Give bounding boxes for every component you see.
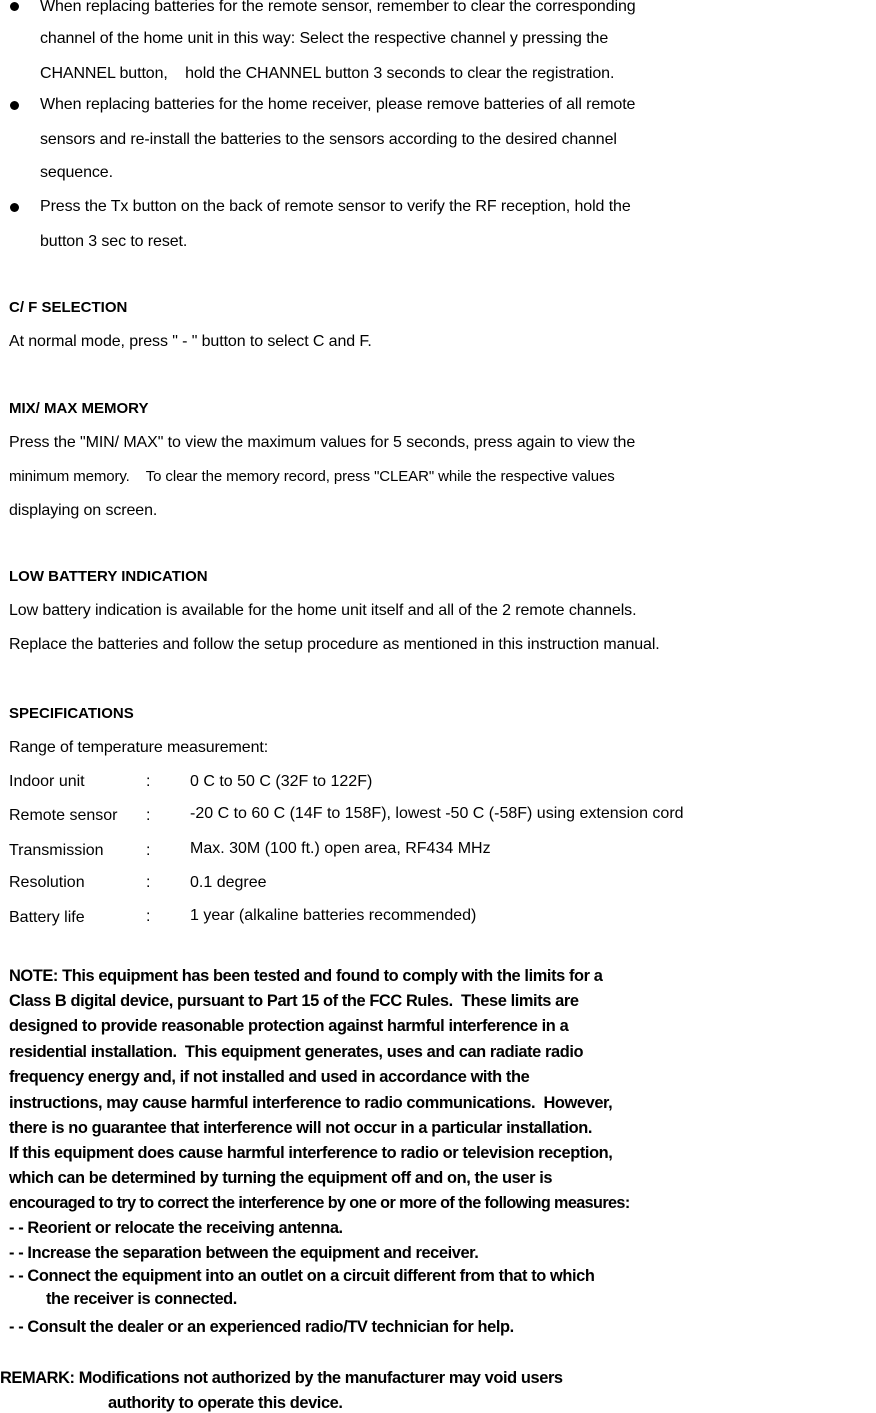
note-measure: - - Increase the separation between the equipment and receiver.: [9, 1244, 479, 1262]
bullet-dot: [10, 203, 19, 212]
spec-colon: :: [146, 874, 151, 891]
note-measure-continued: the receiver is connected.: [46, 1290, 237, 1308]
bullet-2-line-1: When replacing batteries for the home receiver, please remove batteries of all remote: [40, 96, 636, 113]
spec-value: 1 year (alkaline batteries recommended): [190, 907, 477, 924]
specifications-intro: Range of temperature measurement:: [9, 739, 269, 756]
note-line: designed to provide reasonable protection against harmful interference in a: [9, 1017, 569, 1035]
note-line: encouraged to try to correct the interference by one or more of the following measures:: [9, 1194, 630, 1212]
spec-value: 0.1 degree: [190, 874, 267, 891]
spec-colon: :: [146, 773, 151, 790]
low-battery-line-2: Replace the batteries and follow the setup procedure as mentioned in this instruction manual.: [9, 636, 660, 653]
bullet-3-line-2: button 3 sec to reset.: [40, 233, 188, 250]
minmax-line-1: Press the "MIN/ MAX" to view the maximum values for 5 seconds, press again to view the: [9, 434, 636, 451]
cf-selection-text: At normal mode, press " - " button to select C and F.: [9, 333, 372, 350]
note-line: residential installation. This equipment generates, uses and can radiate radio: [9, 1043, 584, 1061]
spec-label: Transmission: [9, 842, 104, 859]
note-line: Class B digital device, pursuant to Part 15 of the FCC Rules. These limits are: [9, 992, 579, 1010]
spec-colon: :: [146, 908, 151, 925]
bullet-1-line-2: channel of the home unit in this way: Select the respective channel y pressing the: [40, 30, 609, 47]
note-line: there is no guarantee that interference will not occur in a particular installation.: [9, 1119, 593, 1137]
spec-label: Remote sensor: [9, 807, 118, 824]
spec-label: Resolution: [9, 874, 85, 891]
bullet-3-line-1: Press the Tx button on the back of remote sensor to verify the RF reception, hold the: [40, 198, 631, 215]
bullet-dot: [10, 101, 19, 110]
low-battery-heading: LOW BATTERY INDICATION: [9, 568, 208, 585]
bullet-2-line-2: sensors and re-install the batteries to the sensors according to the desired channel: [40, 131, 617, 148]
bullet-2-line-3: sequence.: [40, 164, 113, 181]
note-line: NOTE: This equipment has been tested and found to comply with the limits for a: [9, 967, 603, 985]
note-line: instructions, may cause harmful interference to radio communications. However,: [9, 1094, 613, 1112]
note-line: which can be determined by turning the equipment off and on, the user is: [9, 1169, 553, 1187]
low-battery-line-1: Low battery indication is available for the home unit itself and all of the 2 remote channels.: [9, 602, 637, 619]
spec-value: 0 C to 50 C (32F to 122F): [190, 773, 373, 790]
minmax-line-2: minimum memory. To clear the memory record, press "CLEAR" while the respective values: [9, 468, 615, 485]
bullet-dot: [10, 2, 19, 11]
spec-label: Indoor unit: [9, 773, 85, 790]
bullet-1-line-3: CHANNEL button, hold the CHANNEL button 3 seconds to clear the registration.: [40, 65, 615, 82]
spec-value: -20 C to 60 C (14F to 158F), lowest -50 C (-58F) using extension cord: [190, 805, 684, 822]
note-measure: - - Connect the equipment into an outlet on a circuit different from that to which: [9, 1267, 595, 1285]
note-line: If this equipment does cause harmful interference to radio or television reception,: [9, 1144, 613, 1162]
spec-label: Battery life: [9, 909, 85, 926]
spec-colon: :: [146, 842, 151, 859]
bullet-1-line-1: When replacing batteries for the remote sensor, remember to clear the corresponding: [40, 0, 636, 15]
spec-value: Max. 30M (100 ft.) open area, RF434 MHz: [190, 840, 491, 857]
remark-line-continued: authority to operate this device.: [108, 1394, 343, 1412]
minmax-heading: MIX/ MAX MEMORY: [9, 400, 149, 417]
specifications-heading: SPECIFICATIONS: [9, 705, 134, 722]
minmax-line-3: displaying on screen.: [9, 502, 158, 519]
cf-selection-heading: C/ F SELECTION: [9, 299, 128, 316]
remark-line: REMARK: Modifications not authorized by the manufacturer may void users: [0, 1369, 563, 1387]
spec-colon: :: [146, 807, 151, 824]
note-measure: - - Reorient or relocate the receiving antenna.: [9, 1219, 343, 1237]
note-line: frequency energy and, if not installed and used in accordance with the: [9, 1068, 530, 1086]
note-measure: - - Consult the dealer or an experienced radio/TV technician for help.: [9, 1318, 514, 1336]
